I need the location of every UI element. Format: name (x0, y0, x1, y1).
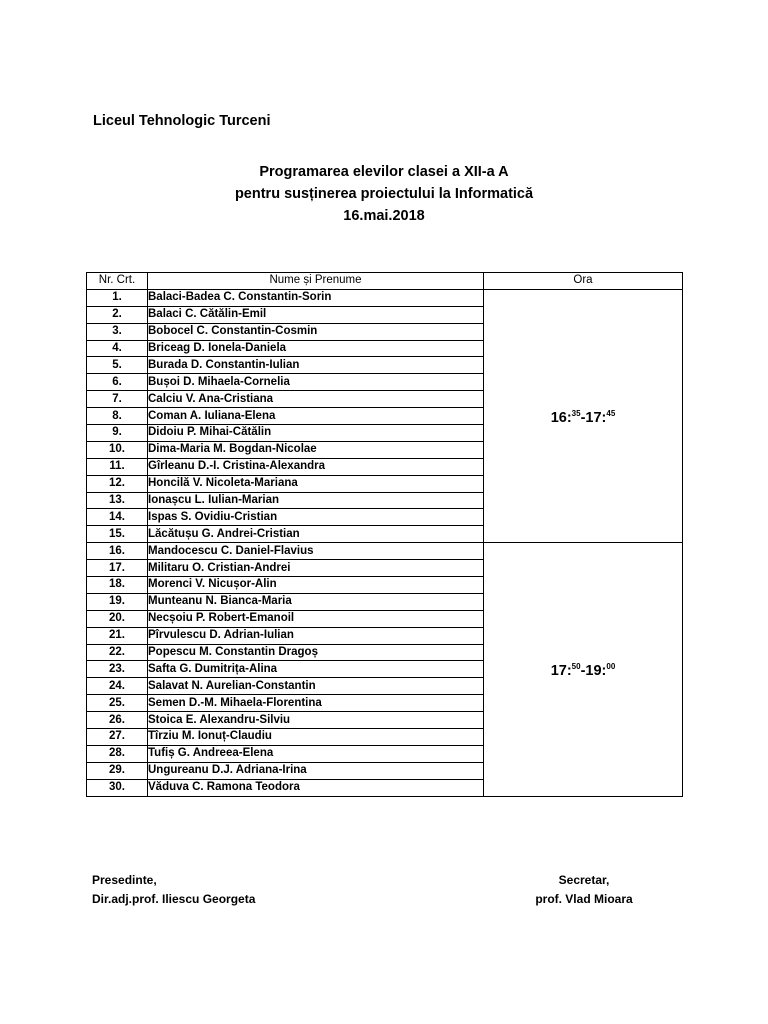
student-name: Semen D.-M. Mihaela-Florentina (148, 695, 484, 712)
slot-end-minutes: 00 (606, 662, 616, 672)
student-name: Necșoiu P. Robert-Emanoil (148, 610, 484, 627)
student-name: Honcilă V. Nicoleta-Mariana (148, 475, 484, 492)
table-row (87, 543, 683, 560)
student-name: Militaru O. Cristian-Andrei (148, 560, 484, 577)
row-number: 16. (87, 543, 148, 560)
time-slot (484, 289, 683, 542)
row-number: 27. (87, 729, 148, 746)
title-line-3: 16.mai.2018 (343, 208, 425, 224)
student-name: Burada D. Constantin-Iulian (148, 357, 484, 374)
student-name: Ionașcu L. Iulian-Marian (148, 492, 484, 509)
row-number: 21. (87, 627, 148, 644)
row-number: 4. (87, 340, 148, 357)
student-name: Coman A. Iuliana-Elena (148, 408, 484, 425)
student-name: Calciu V. Ana-Cristiana (148, 391, 484, 408)
student-name: Văduva C. Ramona Teodora (148, 779, 484, 796)
secretary-role: Secretar, (558, 873, 610, 887)
row-number: 12. (87, 475, 148, 492)
president-name: Dir.adj.prof. Iliescu Georgeta (92, 892, 256, 906)
slot-start-minutes: 35 (571, 409, 581, 419)
row-number: 22. (87, 644, 148, 661)
slot-start-hour: 17: (550, 663, 572, 680)
row-number: 13. (87, 492, 148, 509)
row-number: 28. (87, 745, 148, 762)
schedule-table (86, 272, 683, 797)
row-number: 25. (87, 695, 148, 712)
row-number: 9. (87, 425, 148, 442)
student-name: Munteanu N. Bianca-Maria (148, 593, 484, 610)
student-name: Lăcătușu G. Andrei-Cristian (148, 526, 484, 543)
student-name: Bobocel C. Constantin-Cosmin (148, 323, 484, 340)
slot-end-minutes: 45 (606, 409, 616, 419)
row-number: 26. (87, 712, 148, 729)
student-name: Balaci-Badea C. Constantin-Sorin (148, 289, 484, 306)
title-line-1: Programarea elevilor clasei a XII-a A (259, 164, 509, 180)
row-number: 18. (87, 577, 148, 594)
slot-end-hour: 17: (585, 410, 607, 427)
row-number: 20. (87, 610, 148, 627)
student-name: Ungureanu D.J. Adriana-Irina (148, 762, 484, 779)
header-nr: Nr. Crt. (87, 273, 148, 290)
slot-start-minutes: 50 (571, 662, 581, 672)
row-number: 14. (87, 509, 148, 526)
row-number: 10. (87, 441, 148, 458)
student-name: Bușoi D. Mihaela-Cornelia (148, 374, 484, 391)
student-name: Safta G. Dumitrița-Alina (148, 661, 484, 678)
row-number: 23. (87, 661, 148, 678)
row-number: 29. (87, 762, 148, 779)
row-number: 15. (87, 526, 148, 543)
document-title (0, 161, 768, 227)
student-name: Mandocescu C. Daniel-Flavius (148, 543, 484, 560)
row-number: 19. (87, 593, 148, 610)
president-role: Presedinte, (92, 873, 157, 887)
table-body (87, 289, 683, 796)
secretary-signature (520, 871, 648, 909)
row-number: 11. (87, 458, 148, 475)
student-name: Morenci V. Nicușor-Alin (148, 577, 484, 594)
student-name: Pîrvulescu D. Adrian-Iulian (148, 627, 484, 644)
row-number: 3. (87, 323, 148, 340)
row-number: 8. (87, 408, 148, 425)
slot-separator: - (580, 410, 586, 427)
student-name: Gîrleanu D.-I. Cristina-Alexandra (148, 458, 484, 475)
slot-start-hour: 16: (550, 410, 572, 427)
row-number: 7. (87, 391, 148, 408)
student-name: Didoiu P. Mihai-Cătălin (148, 425, 484, 442)
row-number: 5. (87, 357, 148, 374)
student-name: Salavat N. Aurelian-Constantin (148, 678, 484, 695)
student-name: Tîrziu M. Ionuț-Claudiu (148, 729, 484, 746)
school-name: Liceul Tehnologic Turceni (93, 113, 271, 129)
student-name: Ispas S. Ovidiu-Cristian (148, 509, 484, 526)
secretary-name: prof. Vlad Mioara (535, 892, 633, 906)
row-number: 1. (87, 289, 148, 306)
row-number: 30. (87, 779, 148, 796)
row-number: 6. (87, 374, 148, 391)
header-time: Ora (484, 273, 683, 290)
row-number: 24. (87, 678, 148, 695)
table-row (87, 289, 683, 306)
student-name: Stoica E. Alexandru-Silviu (148, 712, 484, 729)
slot-separator: - (580, 663, 586, 680)
row-number: 17. (87, 560, 148, 577)
table-header-row (87, 273, 683, 290)
student-name: Dima-Maria M. Bogdan-Nicolae (148, 441, 484, 458)
student-name: Briceag D. Ionela-Daniela (148, 340, 484, 357)
president-signature (92, 871, 255, 909)
title-line-2: pentru susținerea proiectului la Informatică (234, 186, 534, 202)
slot-end-hour: 19: (585, 663, 607, 680)
student-name: Popescu M. Constantin Dragoș (148, 644, 484, 661)
header-name: Nume și Prenume (148, 273, 484, 290)
row-number: 2. (87, 306, 148, 323)
student-name: Balaci C. Cătălin-Emil (148, 306, 484, 323)
time-slot (484, 543, 683, 796)
student-name: Tufiș G. Andreea-Elena (148, 745, 484, 762)
